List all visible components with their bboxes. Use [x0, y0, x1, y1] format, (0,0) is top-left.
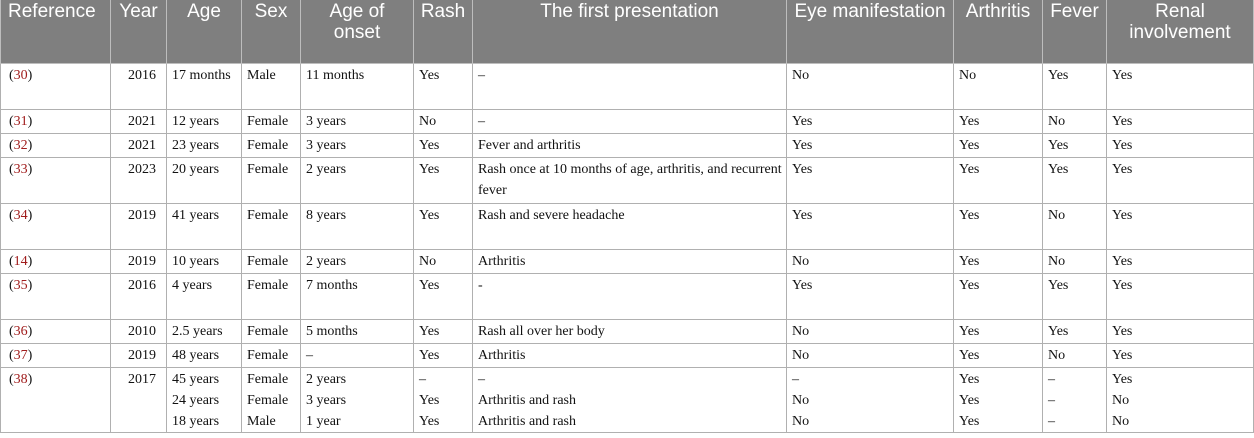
- sex-cell: Female: [242, 134, 301, 158]
- first-presentation-cell: Rash and severe headache: [473, 204, 787, 250]
- renal-line: Yes: [1112, 372, 1133, 387]
- renal-cell: Yes: [1107, 134, 1254, 158]
- year-cell: 2019: [111, 250, 167, 274]
- first-line: Arthritis and rash: [478, 393, 576, 408]
- onset-cell: –: [301, 344, 414, 368]
- reference-cell: [1, 274, 111, 320]
- renal-cell: Yes: [1107, 274, 1254, 320]
- reference-cell: [1, 344, 111, 368]
- renal-line: No: [1112, 414, 1130, 429]
- rash-cell: Yes: [414, 134, 473, 158]
- age-cell: 41 years: [167, 204, 242, 250]
- arthritis-cell: Yes: [954, 320, 1043, 344]
- fever-cell: Yes: [1043, 134, 1107, 158]
- header-reference: Reference: [1, 0, 111, 64]
- year-cell: 2016: [111, 274, 167, 320]
- eye-cell: Yes: [787, 274, 954, 320]
- sex-cell: Female: [242, 320, 301, 344]
- onset-cell: 3 years: [301, 110, 414, 134]
- fever-cell: No: [1043, 344, 1107, 368]
- sex-cell: Female: [242, 344, 301, 368]
- ref-close: ): [27, 208, 33, 223]
- reference-link[interactable]: 35: [13, 278, 28, 293]
- header-arthritis: Arthritis: [954, 0, 1043, 64]
- eye-line: –: [792, 372, 799, 387]
- year-cell: 2023: [111, 158, 167, 204]
- rash-cell: Yes: [414, 158, 473, 204]
- rash-cell: No: [414, 110, 473, 134]
- renal-line: No: [1112, 393, 1130, 408]
- table-body: [1, 64, 1254, 433]
- reference-link[interactable]: 38: [13, 372, 28, 387]
- arthritis-line: Yes: [959, 372, 980, 387]
- onset-cell: 7 months: [301, 274, 414, 320]
- ref-open: (: [9, 68, 14, 83]
- sex-cell: Male: [242, 64, 301, 110]
- header-renal-involvement: Renal involvement: [1107, 0, 1254, 64]
- age-cell: 48 years: [167, 344, 242, 368]
- rash-cell: Yes: [414, 204, 473, 250]
- ref-close: ): [27, 114, 33, 129]
- arthritis-cell: Yes: [954, 250, 1043, 274]
- year-cell: 2010: [111, 320, 167, 344]
- fever-cell: Yes: [1043, 274, 1107, 320]
- reference-cell: [1, 368, 111, 433]
- table-row: [1, 158, 1254, 204]
- rash-cell: [414, 368, 473, 433]
- reference-link[interactable]: 31: [13, 114, 28, 129]
- fever-cell: Yes: [1043, 158, 1107, 204]
- age-cell: 4 years: [167, 274, 242, 320]
- first-presentation-cell: Rash all over her body: [473, 320, 787, 344]
- arthritis-cell: Yes: [954, 134, 1043, 158]
- ref-open: (: [9, 348, 14, 363]
- onset-cell: 11 months: [301, 64, 414, 110]
- ref-open: (: [9, 324, 14, 339]
- header-rash: Rash: [414, 0, 473, 64]
- age-line: 18 years: [172, 414, 220, 429]
- fever-line: –: [1048, 393, 1055, 408]
- table-row: [1, 134, 1254, 158]
- renal-cell: Yes: [1107, 204, 1254, 250]
- sex-line: Male: [247, 414, 276, 429]
- ref-close: ): [27, 324, 33, 339]
- table-row: [1, 204, 1254, 250]
- arthritis-cell: Yes: [954, 110, 1043, 134]
- eye-cell: [787, 368, 954, 433]
- reference-link[interactable]: 34: [13, 208, 28, 223]
- renal-cell: Yes: [1107, 250, 1254, 274]
- header-fever: Fever: [1043, 0, 1107, 64]
- onset-line: 1 year: [306, 414, 341, 429]
- reference-link[interactable]: 14: [13, 254, 28, 269]
- age-cell: 23 years: [167, 134, 242, 158]
- age-cell: 20 years: [167, 158, 242, 204]
- first-presentation-cell: –: [473, 110, 787, 134]
- table-row: [1, 320, 1254, 344]
- header-sex: Sex: [242, 0, 301, 64]
- rash-cell: Yes: [414, 274, 473, 320]
- table-row: [1, 344, 1254, 368]
- table-row: [1, 368, 1254, 433]
- rash-line: Yes: [419, 393, 440, 408]
- year-cell: 2021: [111, 110, 167, 134]
- header-age: Age: [167, 0, 242, 64]
- reference-link[interactable]: 36: [13, 324, 28, 339]
- onset-cell: 2 years: [301, 158, 414, 204]
- ref-open: (: [9, 254, 14, 269]
- sex-line: Female: [247, 393, 289, 408]
- fever-cell: No: [1043, 110, 1107, 134]
- eye-cell: No: [787, 320, 954, 344]
- first-presentation-cell: Arthritis: [473, 344, 787, 368]
- rash-line: –: [419, 372, 426, 387]
- reference-cell: [1, 320, 111, 344]
- sex-cell: Female: [242, 274, 301, 320]
- eye-cell: No: [787, 250, 954, 274]
- onset-cell: 3 years: [301, 134, 414, 158]
- reference-link[interactable]: 37: [13, 348, 28, 363]
- ref-close: ): [27, 68, 33, 83]
- first-presentation-cell: Fever and arthritis: [473, 134, 787, 158]
- reference-link[interactable]: 33: [13, 162, 28, 177]
- eye-cell: No: [787, 344, 954, 368]
- ref-close: ): [27, 372, 33, 387]
- ref-close: ): [27, 162, 33, 177]
- table-row: [1, 110, 1254, 134]
- sex-cell: Female: [242, 204, 301, 250]
- fever-line: –: [1048, 372, 1055, 387]
- table-row: [1, 64, 1254, 110]
- renal-cell: Yes: [1107, 320, 1254, 344]
- arthritis-cell: Yes: [954, 274, 1043, 320]
- first-presentation-cell: Rash once at 10 months of age, arthritis, and recurrent fever: [473, 158, 787, 204]
- header-row: [1, 0, 1254, 64]
- onset-cell: 8 years: [301, 204, 414, 250]
- arthritis-line: Yes: [959, 393, 980, 408]
- first-presentation-cell: -: [473, 274, 787, 320]
- onset-cell: 2 years: [301, 250, 414, 274]
- age-cell: [167, 368, 242, 433]
- renal-cell: Yes: [1107, 64, 1254, 110]
- eye-line: No: [792, 414, 810, 429]
- age-cell: 17 months: [167, 64, 242, 110]
- fever-cell: Yes: [1043, 320, 1107, 344]
- ref-open: (: [9, 114, 14, 129]
- fever-cell: Yes: [1043, 64, 1107, 110]
- reference-link[interactable]: 32: [13, 138, 28, 153]
- eye-cell: Yes: [787, 158, 954, 204]
- header-first-presentation: The first presentation: [473, 0, 787, 64]
- sex-cell: Female: [242, 158, 301, 204]
- arthritis-cell: No: [954, 64, 1043, 110]
- arthritis-cell: Yes: [954, 344, 1043, 368]
- ref-open: (: [9, 208, 14, 223]
- ref-close: ): [27, 348, 33, 363]
- ref-open: (: [9, 278, 14, 293]
- reference-link[interactable]: 30: [13, 68, 28, 83]
- first-presentation-cell: [473, 368, 787, 433]
- fever-cell: No: [1043, 250, 1107, 274]
- arthritis-cell: Yes: [954, 204, 1043, 250]
- ref-close: ): [27, 254, 33, 269]
- table-row: [1, 250, 1254, 274]
- eye-cell: Yes: [787, 110, 954, 134]
- year-cell: 2019: [111, 344, 167, 368]
- fever-cell: [1043, 368, 1107, 433]
- fever-line: –: [1048, 414, 1055, 429]
- reference-cell: [1, 134, 111, 158]
- reference-cell: [1, 158, 111, 204]
- table-header: [1, 0, 1254, 64]
- age-cell: 10 years: [167, 250, 242, 274]
- ref-open: (: [9, 162, 14, 177]
- rash-cell: Yes: [414, 320, 473, 344]
- eye-cell: Yes: [787, 204, 954, 250]
- eye-cell: Yes: [787, 134, 954, 158]
- rash-cell: Yes: [414, 64, 473, 110]
- reference-cell: [1, 64, 111, 110]
- onset-line: 3 years: [306, 393, 347, 408]
- header-year: Year: [111, 0, 167, 64]
- arthritis-line: Yes: [959, 414, 980, 429]
- age-cell: 2.5 years: [167, 320, 242, 344]
- arthritis-cell: Yes: [954, 158, 1043, 204]
- sex-cell: Female: [242, 110, 301, 134]
- rash-cell: Yes: [414, 344, 473, 368]
- rash-cell: No: [414, 250, 473, 274]
- ref-open: (: [9, 138, 14, 153]
- year-cell: 2019: [111, 204, 167, 250]
- age-line: 45 years: [172, 372, 220, 387]
- header-eye-manifestation: Eye manifestation: [787, 0, 954, 64]
- renal-cell: Yes: [1107, 158, 1254, 204]
- first-line: Arthritis and rash: [478, 414, 576, 429]
- first-presentation-cell: Arthritis: [473, 250, 787, 274]
- eye-line: No: [792, 393, 810, 408]
- renal-cell: Yes: [1107, 110, 1254, 134]
- eye-cell: No: [787, 64, 954, 110]
- age-line: 24 years: [172, 393, 220, 408]
- reference-cell: [1, 250, 111, 274]
- first-presentation-cell: –: [473, 64, 787, 110]
- sex-cell: [242, 368, 301, 433]
- year-cell: 2017: [111, 368, 167, 433]
- age-cell: 12 years: [167, 110, 242, 134]
- first-line: –: [478, 372, 485, 387]
- table-row: [1, 274, 1254, 320]
- arthritis-cell: [954, 368, 1043, 433]
- reference-cell: [1, 110, 111, 134]
- renal-cell: Yes: [1107, 344, 1254, 368]
- sex-cell: Female: [242, 250, 301, 274]
- ref-open: (: [9, 372, 14, 387]
- onset-cell: 5 months: [301, 320, 414, 344]
- year-cell: 2016: [111, 64, 167, 110]
- ref-close: ): [27, 138, 33, 153]
- rash-line: Yes: [419, 414, 440, 429]
- year-cell: 2021: [111, 134, 167, 158]
- fever-cell: No: [1043, 204, 1107, 250]
- sex-line: Female: [247, 372, 289, 387]
- header-age-of-onset: Age of onset: [301, 0, 414, 64]
- onset-cell: [301, 368, 414, 433]
- onset-line: 2 years: [306, 372, 347, 387]
- ref-close: ): [27, 278, 33, 293]
- reference-cell: [1, 204, 111, 250]
- renal-cell: [1107, 368, 1254, 433]
